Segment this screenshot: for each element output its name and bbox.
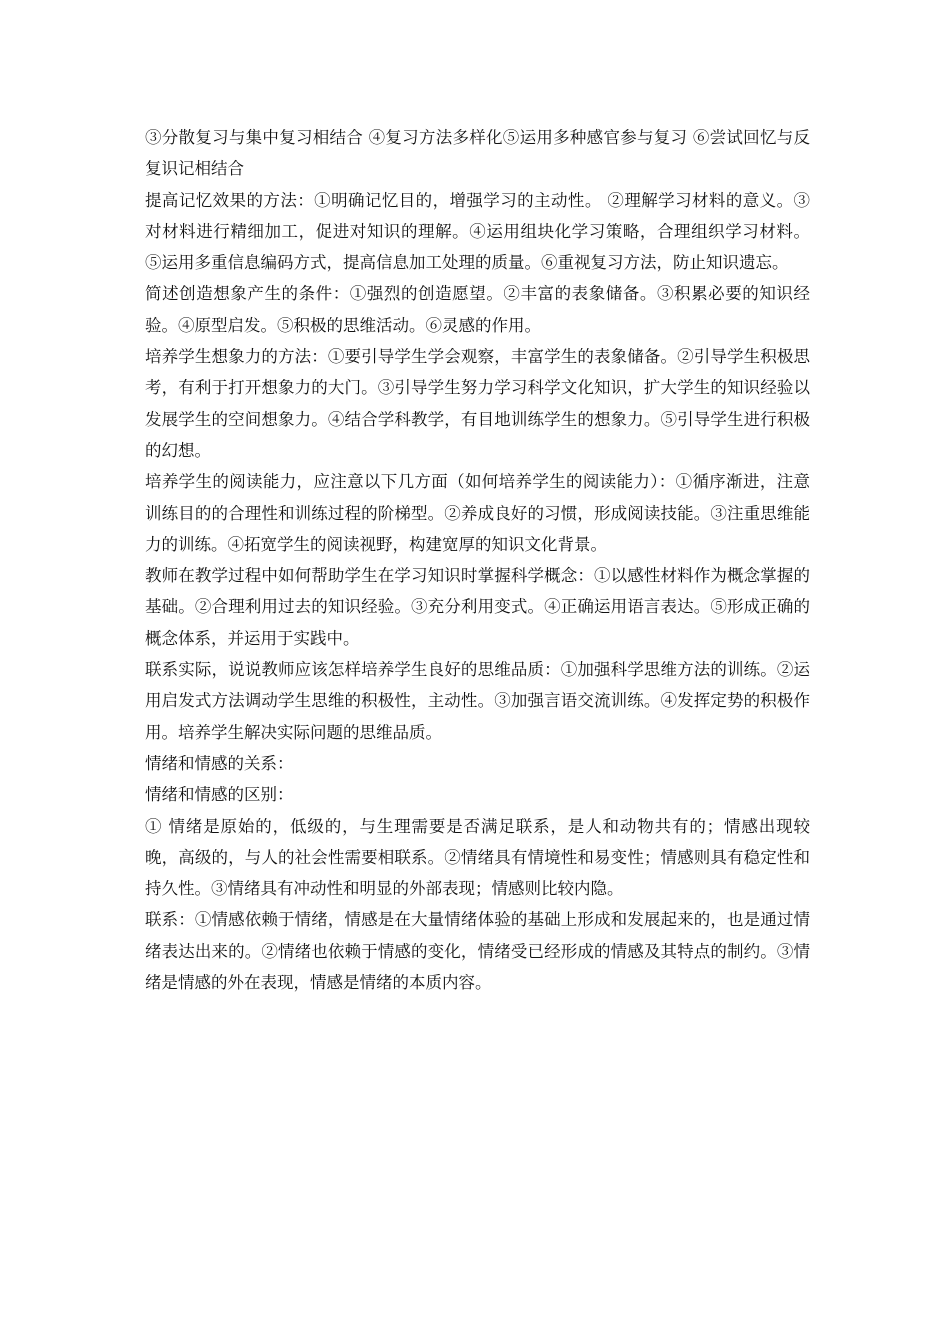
document-body xyxy=(145,122,810,998)
paragraph-creative-imagination: 简述创造想象产生的条件：①强烈的创造愿望。②丰富的表象储备。③积累必要的知识经验。④原型启发。⑤积极的思维活动。⑥灵感的作用。 xyxy=(145,284,810,335)
paragraph-reading-ability: 培养学生的阅读能力，应注意以下几方面（如何培养学生的阅读能力）：①循序渐进，注意训练目的的合理性和训练过程的阶梯型。②养成良好的习惯，形成阅读技能。③注重思维能力的训练。④拓宽学生的阅读视野，构建宽厚的知识文化背景。 xyxy=(145,472,810,554)
paragraph-review-methods: ③分散复习与集中复习相结合 ④复习方法多样化⑤运用多种感官参与复习 ⑥尝试回忆与反复识记相结合 xyxy=(145,128,810,179)
paragraph-concept-mastery: 教师在教学过程中如何帮助学生在学习知识时掌握科学概念：①以感性材料作为概念掌握的基础。②合理利用过去的知识经验。③充分利用变式。④正确运用语言表达。⑤形成正确的概念体系，并运用于实践中。 xyxy=(145,566,810,648)
heading-emotion-relation: 情绪和情感的关系： xyxy=(145,753,294,773)
heading-emotion-difference: 情绪和情感的区别： xyxy=(145,785,294,805)
paragraph-imagination-training: 培养学生想象力的方法：①要引导学生学会观察，丰富学生的表象储备。②引导学生积极思考，有利于打开想象力的大门。③引导学生努力学习科学文化知识，扩大学生的知识经验以发展学生的空间想象力。④结合学科教学，有目地训练学生的想象力。⑤引导学生进行积极的幻想。 xyxy=(145,347,810,460)
paragraph-thinking-quality: 联系实际，说说教师应该怎样培养学生良好的思维品质：①加强科学思维方法的训练。②运用启发式方法调动学生思维的积极性，主动性。③加强言语交流训练。④发挥定势的积极作用。培养学生解决实际问题的思维品质。 xyxy=(145,660,810,742)
paragraph-emotion-connection: 联系：①情感依赖于情绪，情感是在大量情绪体验的基础上形成和发展起来的，也是通过情绪表达出来的。②情绪也依赖于情感的变化，情绪受已经形成的情感及其特点的制约。③情绪是情感的外在表现，情感是情绪的本质内容。 xyxy=(145,910,810,993)
paragraph-memory-methods: 提高记忆效果的方法：①明确记忆目的，增强学习的主动性。 ②理解学习材料的意义。③对材料进行精细加工，促进对知识的理解。④运用组块化学习策略，合理组织学习材料。 ⑤运用多重信息编码方式，提高信息加工处理的质量。⑥重视复习方法，防止知识遗忘。 xyxy=(145,190,810,273)
paragraph-emotion-difference: ① 情绪是原始的，低级的，与生理需要是否满足联系，是人和动物共有的；情感出现较晚，高级的，与人的社会性需要相联系。②情绪具有情境性和易变性；情感则具有稳定性和持久性。③情绪具有冲动性和明显的外部表现；情感则比较内隐。 xyxy=(145,816,810,899)
